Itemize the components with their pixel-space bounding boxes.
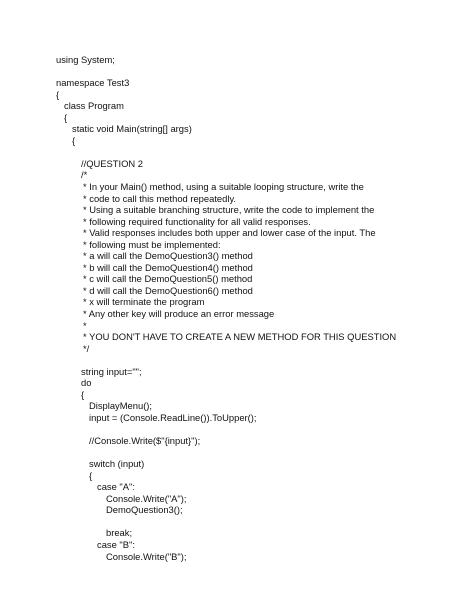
code-comment-line: * x will terminate the program	[83, 296, 205, 308]
code-line: case "B":	[97, 538, 135, 550]
code-line: using System;	[56, 54, 115, 65]
code-comment-line: * c will call the DemoQuestion5() method	[83, 273, 253, 285]
code-comment-line: //QUESTION 2	[81, 157, 143, 169]
code-line: {	[64, 111, 68, 123]
code-line: do	[81, 377, 92, 389]
code-comment-line: * In your Main() method, using a suitable looping structure, write the	[83, 181, 364, 193]
code-line: case "A":	[97, 481, 135, 493]
code-comment-line: * Using a suitable branching structure, write the code to implement the	[83, 204, 375, 216]
code-line: {	[81, 388, 85, 400]
code-line: DisplayMenu();	[89, 400, 153, 412]
blank-line	[0, 66, 474, 78]
code-line: Console.Write("B");	[106, 550, 187, 562]
code-line: input = (Console.ReadLine()).ToUpper();	[89, 411, 257, 423]
code-comment-line: /*	[81, 169, 88, 181]
code-comment-line: * Any other key will produce an error message	[83, 308, 275, 320]
code-comment-line: * code to call this method repeatedly.	[83, 192, 237, 204]
code-line: {	[72, 134, 76, 146]
code-line: break;	[106, 527, 133, 539]
code-comment-line: //Console.Write($"{input}");	[89, 435, 201, 447]
code-line: class Program	[64, 100, 124, 112]
code-comment-line: * d will call the DemoQuestion6() method	[83, 284, 253, 296]
code-comment-line: * following must be implemented:	[83, 238, 221, 250]
code-line: {	[89, 469, 93, 481]
code-line: {	[56, 88, 60, 100]
code-comment-line: * a will call the DemoQuestion3() method	[83, 250, 253, 262]
code-comment-line: * YOU DON'T HAVE TO CREATE A NEW METHOD FOR THIS QUESTION	[83, 331, 397, 343]
code-comment-line: *	[83, 319, 87, 331]
code-comment-line: * Valid responses includes both upper and lower case of the input. The	[83, 227, 376, 239]
blank-line	[0, 146, 474, 158]
code-comment-line: */	[83, 342, 90, 354]
code-line: Console.Write("A");	[106, 492, 187, 504]
blank-line	[0, 424, 474, 436]
blank-line	[0, 516, 474, 528]
blank-line	[0, 354, 474, 366]
code-line: static void Main(string[] args)	[72, 123, 192, 135]
blank-line	[0, 447, 474, 459]
code-line: string input="";	[81, 365, 142, 377]
code-line: switch (input)	[89, 458, 145, 470]
code-line: DemoQuestion3();	[106, 504, 183, 516]
code-listing	[0, 54, 474, 562]
code-line: namespace Test3	[56, 77, 130, 89]
code-comment-line: * b will call the DemoQuestion4() method	[83, 261, 253, 273]
code-comment-line: * following required functionality for all valid responses.	[83, 215, 311, 227]
